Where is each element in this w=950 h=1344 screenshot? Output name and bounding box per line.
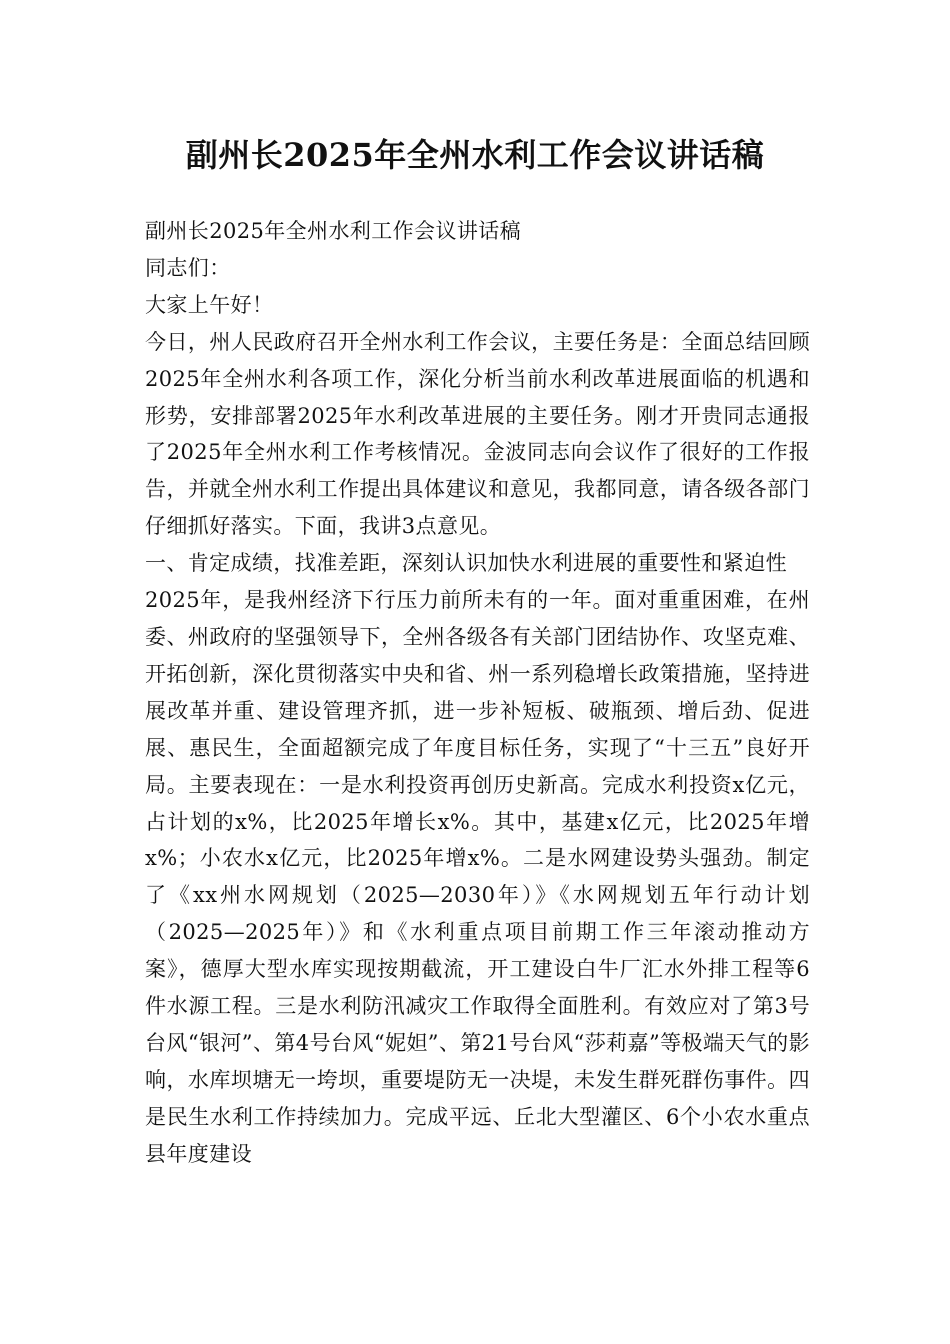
body-paragraph-achievements: 2025年，是我州经济下行压力前所未有的一年。面对重重困难，在州委、州政府的坚强领导下，全州各级各有关部门团结协作、攻坚克难、开拓创新，深化贯彻落实中央和省、州一系列稳增长政策措施，坚持进展改革并重、建设管理齐抓，进一步补短板、破瓶颈、增后劲、促进展、惠民生，全面超额完成了年度目标任务，实现了“十三五”良好开局。主要表现在：一是水利投资再创历史新高。完成水利投资x亿元，占计划的x%，比2025年增长x%。其中，基建x亿元，比2025年增x%；小农水x亿元，比2025年增x%。二是水网建设势头强劲。制定了《xx州水网规划（2025—2030年）》《水网规划五年行动计划（2025—2025年）》和《水利重点项目前期工作三年滚动推动方案》，德厚大型水库实现按期截流，开工建设白牛厂汇水外排工程等6件水源工程。三是水利防汛减灾工作取得全面胜利。有效应对了第3号台风“银河”、第4号台风“妮妲”、第21号台风“莎莉嘉”等极端天气的影响，水库坝塘无一垮坝，重要堤防无一决堤，未发生群死群伤事件。四是民生水利工作持续加力。完成平远、丘北大型灌区、6个小农水重点县年度建设 <box>145 588 810 1166</box>
document-title: 副州长2025年全州水利工作会议讲话稿 <box>185 136 765 174</box>
body-paragraph-section-heading: 一、肯定成绩，找准差距，深刻认识加快水利进展的重要性和紧迫性 <box>145 551 787 576</box>
body-paragraph-intro: 今日，州人民政府召开全州水利工作会议，主要任务是：全面总结回顾2025年全州水利各项工作，深化分析当前水利改革进展面临的机遇和形势，安排部署2025年水利改革进展的主要任务。刚才开贵同志通报了2025年全州水利工作考核情况。金波同志向会议作了很好的工作报告，并就全州水利工作提出具体建议和意见，我都同意，请各级各部门仔细抓好落实。下面，我讲3点意见。 <box>145 329 810 539</box>
document-body <box>145 213 810 1173</box>
body-paragraph-subtitle: 副州长2025年全州水利工作会议讲话稿 <box>145 219 522 243</box>
body-paragraph-greeting: 大家上午好！ <box>145 292 274 317</box>
body-paragraph-salutation: 同志们： <box>145 255 231 280</box>
